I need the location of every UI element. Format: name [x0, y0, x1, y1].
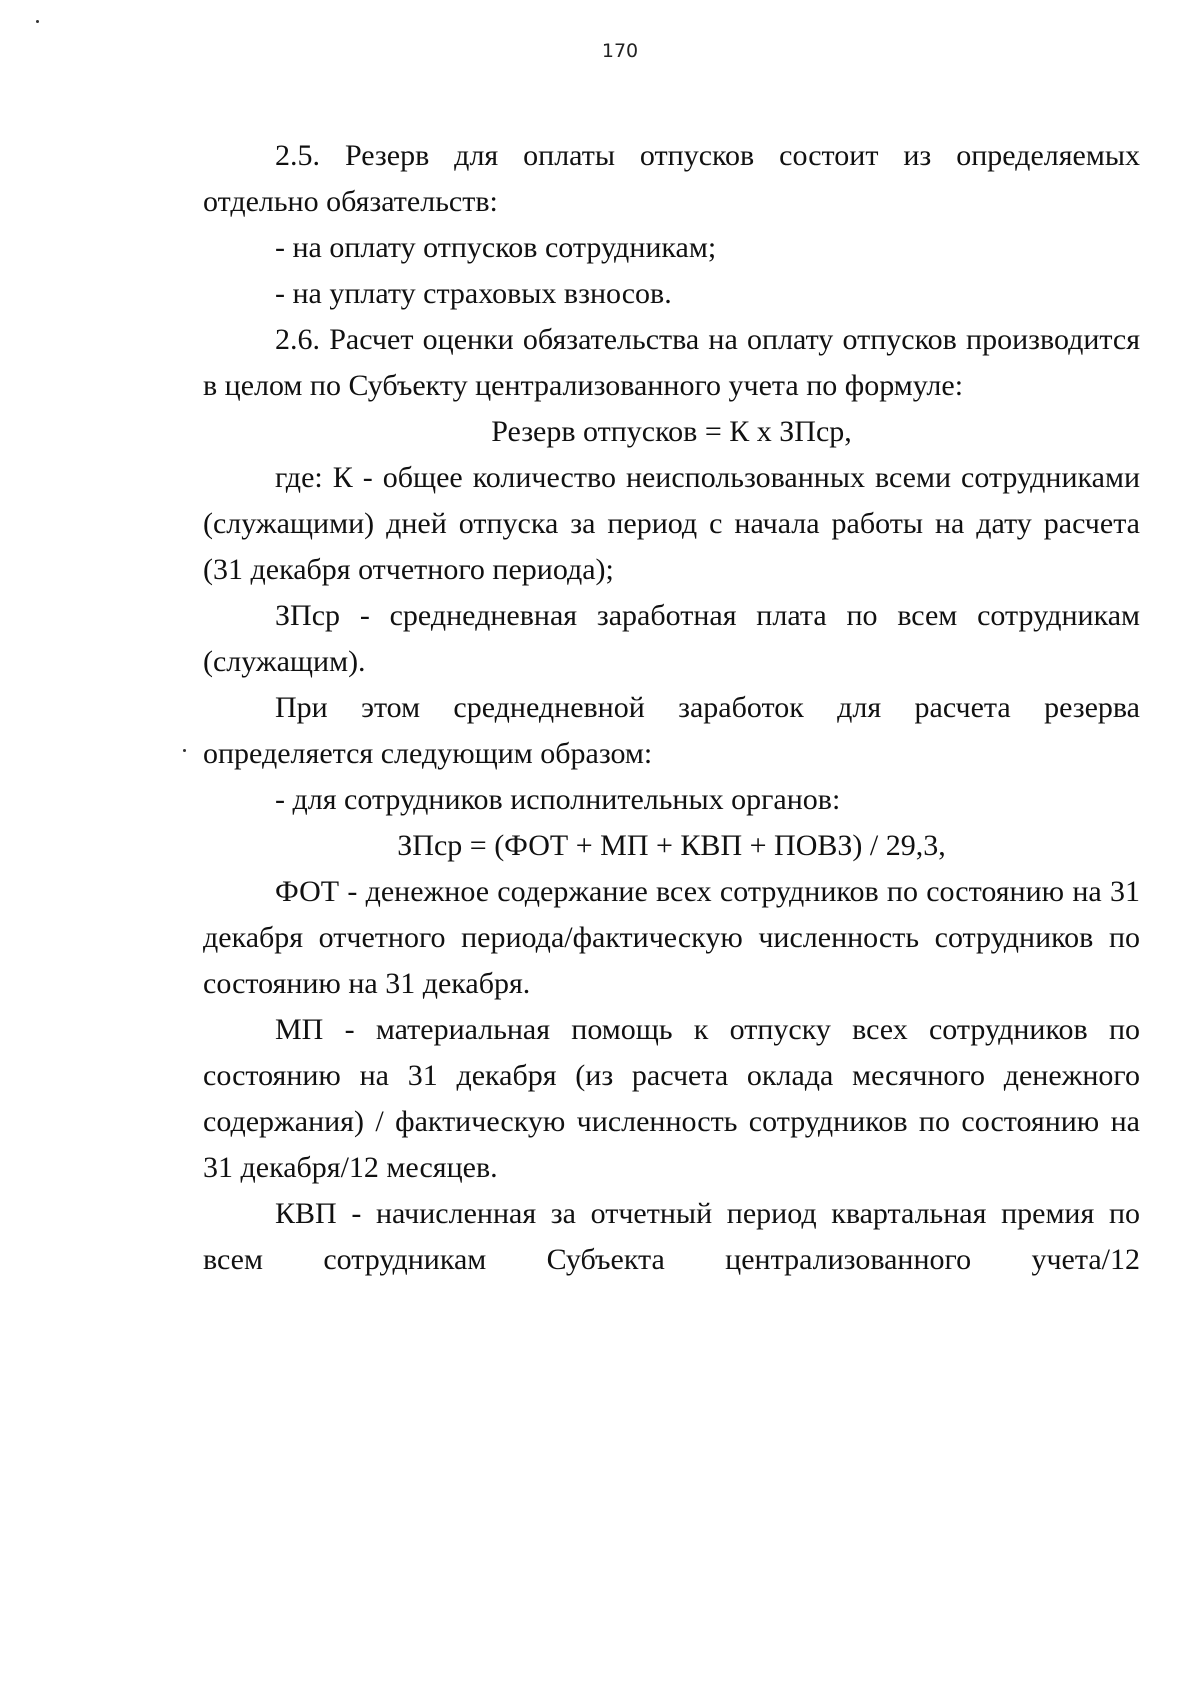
- list-item-insurance: - на уплату страховых взносов.: [275, 277, 672, 310]
- scan-speck: [36, 20, 39, 23]
- list-item-vacation-pay: - на оплату отпусков сотрудникам;: [275, 231, 717, 264]
- body-text: [203, 133, 1140, 1283]
- definition-zpsr: ЗПср - среднедневная заработная плата по всем сотрудникам (служащим).: [203, 599, 1140, 678]
- paragraph-2-5: 2.5. Резерв для оплаты отпусков состоит из определяемых отдельно обязательств:: [203, 139, 1140, 218]
- scan-speck: [183, 749, 186, 752]
- definition-kvp: КВП - начисленная за отчетный период квартальная премия по всем сотрудникам Субъекта централизованного учета/12: [203, 1197, 1140, 1276]
- definition-mp: МП - материальная помощь к отпуску всех сотрудников по состоянию на 31 декабря (из расчета оклада месячного денежного содержания) / фактическую численность сотрудников по состоянию на 31 декабря/12 месяцев.: [203, 1013, 1140, 1184]
- list-item-executive-staff: - для сотрудников исполнительных органов:: [275, 783, 841, 816]
- paragraph-2-6: 2.6. Расчет оценки обязательства на оплату отпусков производится в целом по Субъекту централизованного учета по формуле:: [203, 323, 1140, 402]
- definition-k: где: К - общее количество неиспользованных всеми сотрудниками (служащими) дней отпуска за период с начала работы на дату расчета (31 декабря отчетного периода);: [203, 461, 1140, 586]
- definition-fot: ФОТ - денежное содержание всех сотрудников по состоянию на 31 декабря отчетного периода/фактическую численность сотрудников по состоянию на 31 декабря.: [203, 875, 1140, 1000]
- paragraph-average-earnings: При этом среднедневной заработок для расчета резерва определяется следующим образом:: [203, 691, 1140, 770]
- page-number: 170: [601, 40, 639, 62]
- formula-reserve: Резерв отпусков = К х ЗПср,: [491, 415, 852, 448]
- formula-zpsr: ЗПср = (ФОТ + МП + КВП + ПОВЗ) / 29,3,: [397, 829, 946, 862]
